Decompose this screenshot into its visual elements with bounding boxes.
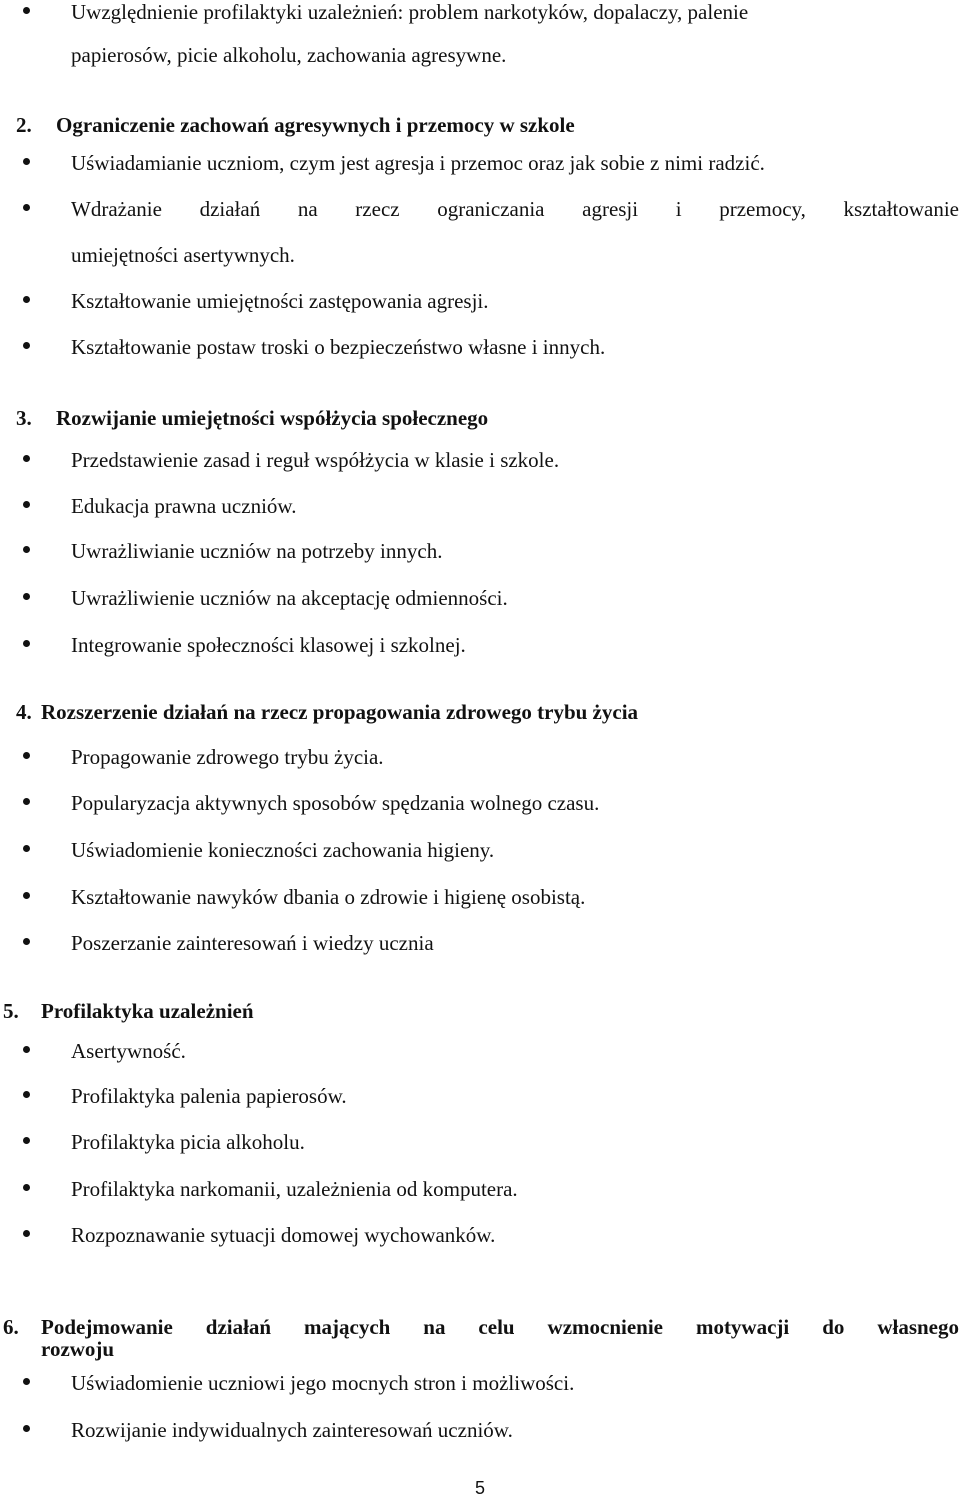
bullet-icon <box>23 158 30 165</box>
bullet-icon <box>23 593 30 600</box>
list-item-continuation: papierosów, picie alkoholu, zachowania agresywne. <box>71 43 507 67</box>
bullet-icon <box>23 204 30 211</box>
bullet-icon <box>23 1230 30 1237</box>
bullet-icon <box>23 501 30 508</box>
bullet-icon <box>23 1046 30 1053</box>
bullet-icon <box>23 7 30 14</box>
bullet-icon <box>23 455 30 462</box>
bullet-icon <box>23 1378 30 1385</box>
bullet-icon <box>23 1137 30 1144</box>
page-number: 5 <box>474 1478 485 1498</box>
bullet-icon <box>23 1184 30 1191</box>
bullet-icon <box>23 342 30 349</box>
bullet-icon <box>23 296 30 303</box>
bullet-icon <box>23 1425 30 1432</box>
bullet-icon <box>23 752 30 759</box>
bullet-icon <box>23 640 30 647</box>
list-item-continuation: umiejętności asertywnych. <box>71 243 295 267</box>
bullet-icon <box>23 1091 30 1098</box>
bullet-icon <box>23 938 30 945</box>
bullet-icon <box>23 546 30 553</box>
bullet-icon <box>23 892 30 899</box>
bullet-icon <box>23 798 30 805</box>
bullet-icon <box>23 845 30 852</box>
